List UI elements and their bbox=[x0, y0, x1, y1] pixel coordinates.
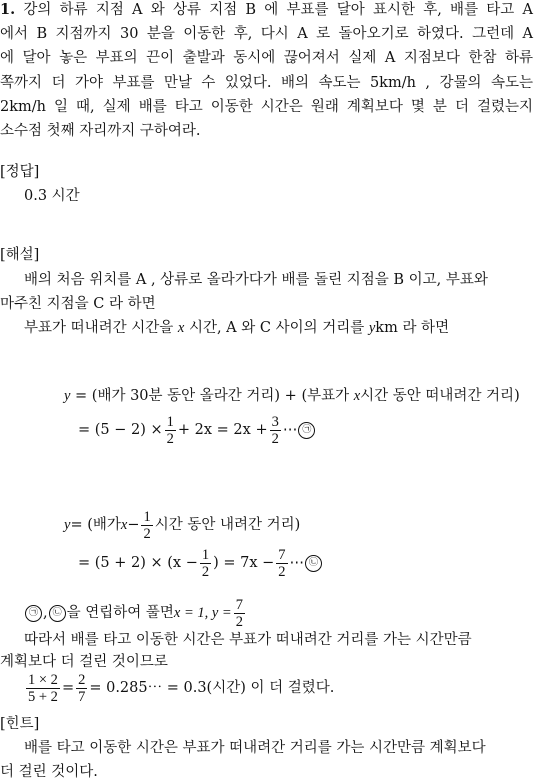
final-computation: $\frac{1 \times 2}{5 + 2}$ = $\frac{2}{7}$ = 0.285⋯ = 0.3(시간) 이 더 걸렸다. bbox=[28, 671, 335, 705]
equation-1-line-1: y = (배가 30분 동안 올라간 거리) + (부표가 x시간 동안 떠내려간 거리) bbox=[64, 388, 520, 404]
equation-1-line-2: = (5 − 2) × $\frac{1}{2}$ + 2x = 2x + $\frac{3}{2}$ ⋯ ㉠ bbox=[78, 410, 316, 450]
conclusion-line-1: 따라서 배를 타고 이동한 시간은 부표가 떠내려간 거리를 가는 시간만큼 bbox=[24, 632, 472, 648]
solution-line-2: 마주친 지점을 C 라 하면 bbox=[0, 296, 156, 312]
solution-label: [해설] bbox=[0, 247, 40, 263]
question-number: 1. bbox=[0, 1, 16, 18]
fraction: $\frac{7}{2}$ bbox=[235, 596, 243, 630]
fraction: $\frac{1}{2}$ bbox=[166, 413, 174, 447]
solution-line-3: 부표가 떠내려간 시간을 x 시간, A 와 C 사이의 거리를 ykm 라 하면 bbox=[24, 320, 450, 336]
problem-line-3: 에 달아 놓은 부표의 끈이 출발과 동시에 끊어져서 실제 A 지점보다 한참 하류 bbox=[0, 50, 533, 66]
problem-line-6: 소수점 첫째 자리까지 구하여라. bbox=[0, 123, 201, 139]
circled-label-2: ㉡ bbox=[305, 555, 322, 572]
circled-label-1: ㉠ bbox=[25, 605, 42, 622]
problem-line-5: 2km/h 일 때, 실제 배를 타고 이동한 시간은 원래 계획보다 몇 분 더 걸렸는지 bbox=[0, 99, 533, 115]
fraction: $\frac{7}{2}$ bbox=[278, 546, 286, 580]
hint-line-1: 배를 타고 이동한 시간은 부표가 떠내려간 거리를 가는 시간만큼 계획보다 bbox=[24, 740, 486, 756]
circled-label-2: ㉡ bbox=[49, 605, 66, 622]
fraction: $\frac{1 \times 2}{5 + 2}$ bbox=[28, 671, 58, 705]
answer-label: [정답] bbox=[0, 164, 40, 180]
problem-line-2: 에서 B 지점까지 30 분을 이동한 후, 다시 A 로 돌아오기로 하였다. 그런데 A bbox=[0, 26, 533, 42]
system-solve-line: ㉠ , ㉡ 을 연립하여 풀면 x = 1, y = $\frac{7}{2}$ bbox=[24, 596, 247, 630]
problem-line-4: 쪽까지 더 가야 부표를 만날 수 있었다. 배의 속도는 5km/h , 강물의 속도는 bbox=[0, 75, 533, 91]
fraction: $\frac{3}{2}$ bbox=[271, 413, 279, 447]
hint-label: [힌트] bbox=[0, 716, 40, 732]
fraction: $\frac{1}{2}$ bbox=[201, 546, 210, 580]
problem-line-1: 1. 강의 하류 지점 A 와 상류 지점 B 에 부표를 달아 표시한 후, 배를 타고 A bbox=[0, 1, 533, 18]
fraction: $\frac{1}{2}$ bbox=[143, 508, 151, 542]
conclusion-line-2: 계획보다 더 걸린 것이므로 bbox=[0, 654, 168, 670]
solution-line-1: 배의 처음 위치를 A , 상류로 올라가다가 배를 돌린 지점을 B 이고, 부표와 bbox=[24, 272, 488, 288]
circled-label-1: ㉠ bbox=[298, 422, 315, 439]
equation-2-line-2: = (5 + 2) × (x − $\frac{1}{2}$ ) = 7x − $\frac{7}{2}$ ⋯ ㉡ bbox=[78, 543, 323, 583]
equation-2-line-1: y = (배가 x − $\frac{1}{2}$ 시간 동안 내려간 거리) bbox=[64, 508, 301, 542]
answer-value: 0.3 시간 bbox=[24, 188, 80, 204]
hint-line-2: 더 걸린 것이다. bbox=[0, 764, 98, 780]
fraction: $\frac{2}{7}$ bbox=[78, 671, 86, 705]
